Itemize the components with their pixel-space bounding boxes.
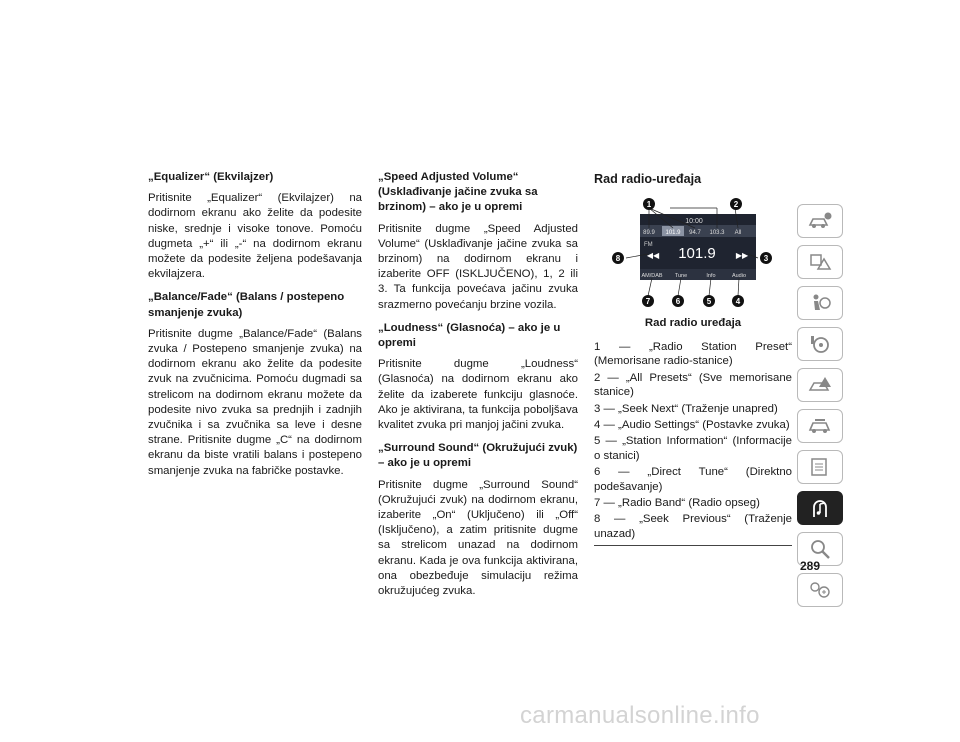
tab-warning-lights[interactable]: [797, 245, 843, 279]
column-left: [148, 170, 362, 487]
loudness-heading: „Loudness“ (Glasnoća) – ako je u opremi: [378, 321, 561, 350]
balance-fade-heading: „Balance/Fade“ (Balans / postepeno smanjenje zvuka): [148, 291, 345, 319]
specs-icon: [806, 456, 834, 478]
radio-figure: [608, 192, 788, 310]
audio-button: Audio: [731, 273, 747, 279]
figure-caption: Rad radio uređaja: [644, 317, 742, 329]
tab-steering[interactable]: [797, 327, 843, 361]
tab-car-info[interactable]: [797, 204, 843, 238]
legend-item: 6 — „Direct Tune“ (Direktno podešavanje): [594, 466, 792, 493]
chapter-tabs: [797, 204, 843, 614]
legend-rule: [594, 545, 792, 546]
legend-item: 1 — „Radio Station Preset“ (Memorisane radio-stanice): [594, 341, 792, 368]
legend-item: 2 — „All Presets“ (Sve memorisane stanice): [594, 371, 792, 399]
car-info-icon: [806, 210, 834, 232]
speed-volume-heading: „Speed Adjusted Volume“ (Usklađivanje jačine zvuka sa brzinom) – ako je u opremi: [378, 171, 538, 214]
svg-text:5: 5: [706, 297, 712, 306]
tab-emergency[interactable]: [797, 368, 843, 402]
tab-service[interactable]: [797, 409, 843, 443]
tab-specs[interactable]: [797, 450, 843, 484]
preset-1: 89.9: [643, 230, 655, 236]
legend-item: 5 — „Station Information“ (Informacije o stanici): [594, 435, 792, 462]
search-icon: [806, 538, 834, 560]
column-middle: [378, 170, 578, 607]
airbag-icon: [806, 292, 834, 314]
legend-item: 8 — „Seek Previous“ (Traženje unazad): [594, 513, 792, 540]
tab-multimedia[interactable]: [797, 491, 843, 525]
info-button: Info: [706, 273, 716, 279]
preset-4: 103.3: [709, 230, 725, 236]
speed-volume-text: Pritisnite dugme „Speed Adjusted Volume“ (Usklađivanje jačine zvuka sa brzinom) na dodirnom ekranu i izaberite OFF (ISKLJUČENO), 1, 2 ili 3. Ta funkcija povećava jačinu zvuka srazmerno povećanju brzine vozila.: [378, 222, 578, 311]
tune-button: Tune: [674, 273, 688, 279]
page-number: 289: [800, 559, 821, 573]
legend-item: 7 — „Radio Band“ (Radio opseg): [594, 497, 760, 510]
svg-text:6: 6: [675, 297, 681, 306]
legend-item: 3 — „Seek Next“ (Traženje unapred): [594, 402, 778, 415]
figure-legend: [594, 340, 792, 546]
balance-fade-text: Pritisnite dugme „Balance/Fade“ (Balans zvuka / Postepeno smanjenje zvuka) na dodirnom ekranu ako želite da podesite zvuk na zvučnicima. Pomoću dugmadi sa strelicom na dodirnom ekranu možete da podesite nivo zvuka sa prednjih i zadnjih zvučnika i sa zvučnika sa leve i desne strane. Pritisnite dugme „C“ na dodirnom ekranu da biste vratili balans i postepeno smanjenje zvuka na fabričke postavke.: [148, 327, 362, 477]
preset-3: 94.7: [689, 230, 701, 236]
multimedia-icon: [806, 497, 834, 519]
emergency-icon: [806, 374, 834, 396]
svg-text:4: 4: [735, 297, 741, 306]
service-icon: [806, 415, 834, 437]
all-presets: All: [734, 230, 742, 236]
tab-airbag[interactable]: [797, 286, 843, 320]
steering-icon: [806, 333, 834, 355]
language-icon: [806, 579, 834, 601]
svg-text:2: 2: [733, 200, 739, 209]
equalizer-text: Pritisnite „Equalizer“ (Ekvilajzer) na dodirnom ekranu ako želite da podesite niske, srednje i visoke tonove. Pomoću dugmeta „+“ ili „-“ na dodirnom ekranu možete da podesite željena podešavanja ekvilajzera.: [148, 192, 362, 281]
svg-text:1: 1: [646, 200, 652, 209]
svg-text:8: 8: [615, 254, 621, 263]
section-title: Rad radio-uređaja: [594, 172, 702, 186]
surround-heading: „Surround Sound“ (Okružujući zvuk) – ako je u opremi: [378, 442, 578, 470]
legend-item: 4 — „Audio Settings“ (Postavke zvuka): [594, 419, 790, 432]
tab-language[interactable]: [797, 573, 843, 607]
seek-previous-icon: ◀◀: [646, 251, 660, 260]
seek-next-icon: ▶▶: [735, 251, 749, 260]
loudness-text: Pritisnite dugme „Loudness“ (Glasnoća) na dodirnom ekranu ako želite da izaberete funkciju glasnoće. Ako je aktivirana, ta funkcija poboljšava kvalitet zvuka pri manjoj jačini zvuka.: [378, 358, 578, 432]
warning-lights-icon: [806, 251, 834, 273]
svg-text:7: 7: [645, 297, 651, 306]
frequency: 101.9: [678, 245, 716, 262]
preset-2: 101.9: [665, 230, 681, 236]
watermark: carmanualsonline.info: [520, 702, 760, 729]
equalizer-heading: „Equalizer“ (Ekvilajzer): [148, 171, 274, 183]
am-dab-button: AM/DAB: [641, 273, 663, 279]
clock: 10:00: [685, 218, 703, 225]
svg-text:3: 3: [763, 254, 769, 263]
surround-text: Pritisnite dugme „Surround Sound“ (Okružujući zvuk) na dodirnom ekranu, izaberite „On“ (Uključeno) ili „Off“ (Isključeno), a zatim pritisnite dugme sa strelicom unazad na dodirnom ekranu. Kada je ova funkcija aktivirana, ona obezbeđuje simulaciju režima okružujućeg zvuka.: [378, 478, 578, 598]
band-label: FM: [644, 242, 653, 248]
